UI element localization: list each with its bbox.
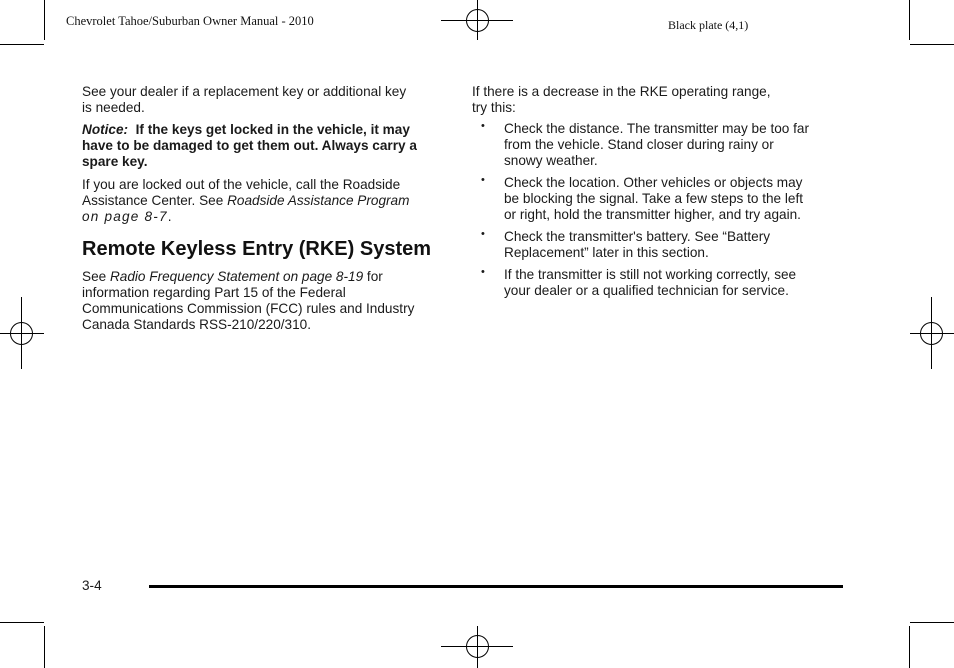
notice-label: Notice: bbox=[82, 122, 129, 137]
registration-mark-top bbox=[441, 0, 513, 44]
roadside-assistance-page-ref[interactable]: on page 8-7 bbox=[82, 209, 168, 224]
roadside-assistance-link[interactable]: Roadside Assistance Program bbox=[227, 193, 410, 208]
plate-label: Black plate (4,1) bbox=[668, 18, 749, 32]
list-item: Check the distance. The transmitter may be too far from the vehicle. Stand closer during rainy or snowy weather. bbox=[504, 121, 809, 168]
fcc-paragraph: See Radio Frequency Statement on page 8-19 for information regarding Part 15 of the Federal Communications Commission (FCC) rules and Industry Canada Standards RSS-210/220/310. bbox=[82, 269, 415, 332]
crop-mark bbox=[0, 44, 44, 45]
range-intro-paragraph: If there is a decrease in the RKE operating range, try this: bbox=[472, 84, 771, 115]
list-item: Check the transmitter's battery. See “Battery Replacement” later in this section. bbox=[504, 229, 771, 260]
manual-title: Chevrolet Tahoe/Suburban Owner Manual - 2010 bbox=[66, 14, 314, 28]
list-item: Check the location. Other vehicles or objects may be blocking the signal. Take a few steps to the left or right, hold the transmitter higher, and try again. bbox=[504, 175, 803, 222]
page-number: 3-4 bbox=[82, 578, 102, 593]
notice-paragraph: Notice: If the keys get locked in the vehicle, it may have to be damaged to get them out. Always carry a spare key. bbox=[82, 122, 417, 169]
locked-out-paragraph: If you are locked out of the vehicle, call the Roadside Assistance Center. See Roadside Assistance Program on page 8-7. bbox=[82, 177, 410, 224]
crop-mark bbox=[910, 44, 954, 45]
registration-mark-bottom bbox=[441, 626, 513, 668]
crop-mark bbox=[910, 622, 954, 623]
crop-mark bbox=[44, 626, 45, 668]
bullet-icon: • bbox=[481, 228, 485, 240]
bullet-icon: • bbox=[481, 266, 485, 278]
bullet-icon: • bbox=[481, 120, 485, 132]
crop-mark bbox=[0, 622, 44, 623]
section-heading: Remote Keyless Entry (RKE) System bbox=[82, 238, 432, 260]
radio-frequency-link[interactable]: Radio Frequency Statement on page 8-19 bbox=[109, 269, 364, 284]
list-item: If the transmitter is still not working correctly, see your dealer or a qualified technician for service. bbox=[504, 267, 797, 298]
crop-mark bbox=[909, 0, 910, 40]
crop-mark bbox=[909, 626, 910, 668]
bullet-icon: • bbox=[481, 174, 485, 186]
registration-mark-left bbox=[0, 297, 44, 369]
footer-rule bbox=[149, 585, 843, 588]
crop-mark bbox=[44, 0, 45, 40]
registration-mark-right bbox=[910, 297, 954, 369]
replacement-key-paragraph: See your dealer if a replacement key or additional key is needed. bbox=[82, 84, 407, 115]
